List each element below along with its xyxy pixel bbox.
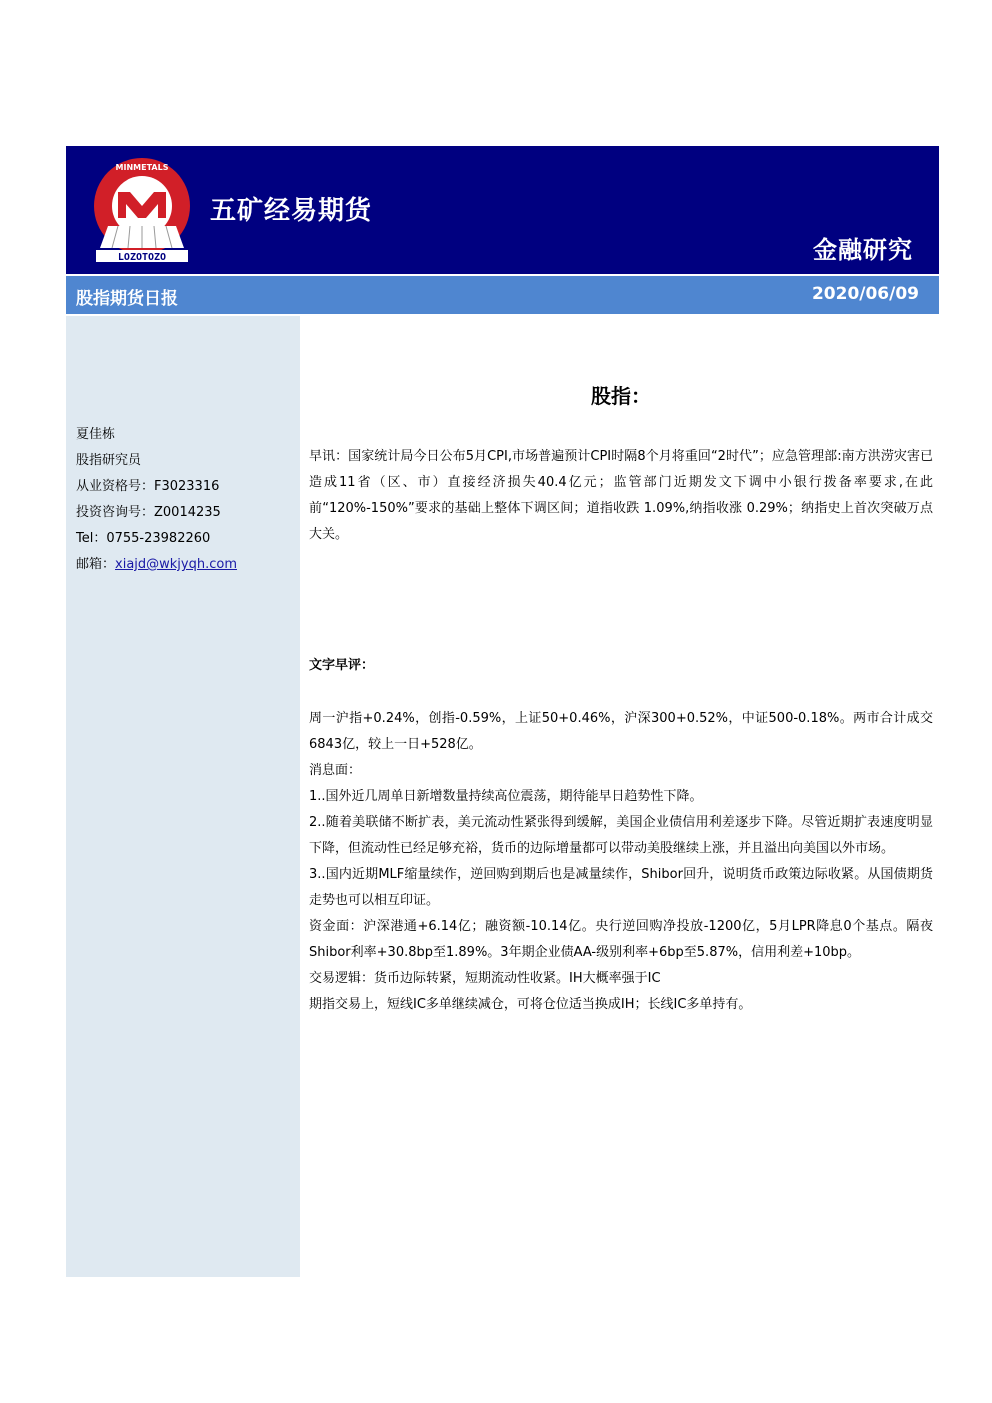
section-title: 股指：	[591, 384, 651, 408]
minmetals-logo	[88, 156, 196, 264]
commentary-line: 1..国外近几周单日新增数量持续高位震荡，期待能早日趋势性下降。	[309, 789, 703, 804]
commentary-line: 资金面：沪深港通+6.14亿；融资额-10.14亿。央行逆回购净投放-1200亿，5月LPR降息0个基点。隔夜Shibor利率+30.8bp至1.89%。3年期企业债AA-级别利率+6bp至5.87%，信用利差+10bp。	[309, 919, 933, 960]
author-tel: Tel：0755-23982260	[76, 531, 211, 546]
report-date: 2020/06/09	[811, 284, 919, 304]
report-titlebar	[66, 276, 939, 314]
commentary-line: 交易逻辑：货币边际转紧，短期流动性收紧。IH大概率强于IC	[309, 971, 661, 986]
email-link[interactable]: xiajd@wkjyqh.com	[115, 557, 238, 572]
author-info	[76, 422, 237, 578]
svg-text:MINMETALS: MINMETALS	[115, 163, 169, 172]
author-sidebar	[66, 316, 300, 1277]
author-name: 夏佳栋	[76, 427, 116, 442]
commentary-line: 2..随着美联储不断扩表，美元流动性紧张得到缓解，美国企业债信用利差逐步下降。尽管近期扩表速度明显下降，但流动性已经足够充裕，货币的边际增量都可以带动美股继续上涨，并且溢出向美国以外市场。	[309, 815, 933, 856]
commentary-line: 消息面：	[309, 763, 362, 778]
report-name: 股指期货日报	[76, 289, 178, 309]
email-label: 邮箱：	[76, 557, 116, 572]
commentary-line: 3..国内近期MLF缩量续作，逆回购到期后也是减量续作，Shibor回升，说明货币政策边际收紧。从国债期货走势也可以相互印证。	[309, 867, 933, 908]
morning-news: 早讯：国家统计局今日公布5月CPI,市场普遍预计CPI时隔8个月将重回“2时代”；应急管理部:南方洪涝灾害已造成11省（区、市）直接经济损失40.4亿元；监管部门近期发文下调中小银行拨备率要求,在此前“120%-150%”要求的基础上整体下调区间；道指收跌 1.09%,纳指收涨 0.29%；纳指史上首次突破万点大关。	[309, 449, 933, 542]
author-email-row	[76, 552, 237, 578]
department-name: 金融研究	[813, 236, 913, 264]
header-band	[66, 146, 939, 274]
commentary-body	[309, 706, 933, 1018]
author-title: 股指研究员	[76, 453, 142, 468]
commentary-line: 期指交易上，短线IC多单继续减仓，可将仓位适当换成IH；长线IC多单持有。	[309, 997, 752, 1012]
commentary-title: 文字早评：	[309, 658, 375, 673]
commentary-line: 周一沪指+0.24%，创指-0.59%，上证50+0.46%，沪深300+0.52%，中证500-0.18%。两市合计成交6843亿，较上一日+528亿。	[309, 711, 933, 752]
company-name: 五矿经易期货	[210, 196, 373, 226]
author-advisory: 投资咨询号：Z0014235	[76, 505, 221, 520]
svg-text:LOZOTOZO: LOZOTOZO	[117, 252, 167, 263]
author-license: 从业资格号：F3023316	[76, 479, 220, 494]
